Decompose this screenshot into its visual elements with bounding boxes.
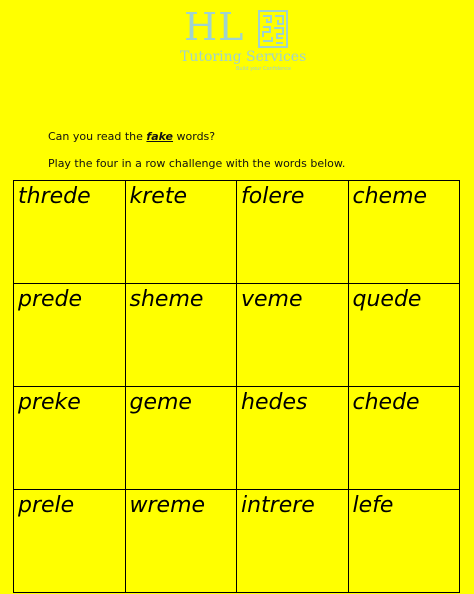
word-cell: preke xyxy=(14,387,126,490)
word-grid xyxy=(13,180,460,593)
word-cell: hedes xyxy=(237,387,349,490)
logo-company-name: Tutoring Services xyxy=(180,49,307,65)
grid-row xyxy=(14,490,460,593)
grid-row xyxy=(14,181,460,284)
instruction-question xyxy=(48,130,215,143)
grid-row xyxy=(14,387,460,490)
logo-initials: HL xyxy=(184,5,245,49)
instruction-text-after: words? xyxy=(176,130,216,143)
instruction-challenge: Play the four in a row challenge with the words below. xyxy=(48,157,346,170)
instruction-text-before: Can you read the xyxy=(48,130,143,143)
word-cell: quede xyxy=(348,284,460,387)
word-cell: chede xyxy=(348,387,460,490)
word-cell: prele xyxy=(14,490,126,593)
word-cell: folere xyxy=(237,181,349,284)
word-cell: prede xyxy=(14,284,126,387)
logo-tagline: Build your Confidence xyxy=(236,66,292,72)
hl-tutoring-logo xyxy=(180,5,307,78)
fake-emphasis: fake xyxy=(146,130,174,143)
word-cell: veme xyxy=(237,284,349,387)
word-cell: wreme xyxy=(125,490,237,593)
word-cell: lefe xyxy=(348,490,460,593)
grid-row xyxy=(14,284,460,387)
word-cell: cheme xyxy=(348,181,460,284)
word-cell: intrere xyxy=(237,490,349,593)
word-cell: krete xyxy=(125,181,237,284)
word-cell: sheme xyxy=(125,284,237,387)
maze-logo-icon xyxy=(258,10,288,48)
word-cell: geme xyxy=(125,387,237,490)
word-cell: threde xyxy=(14,181,126,284)
